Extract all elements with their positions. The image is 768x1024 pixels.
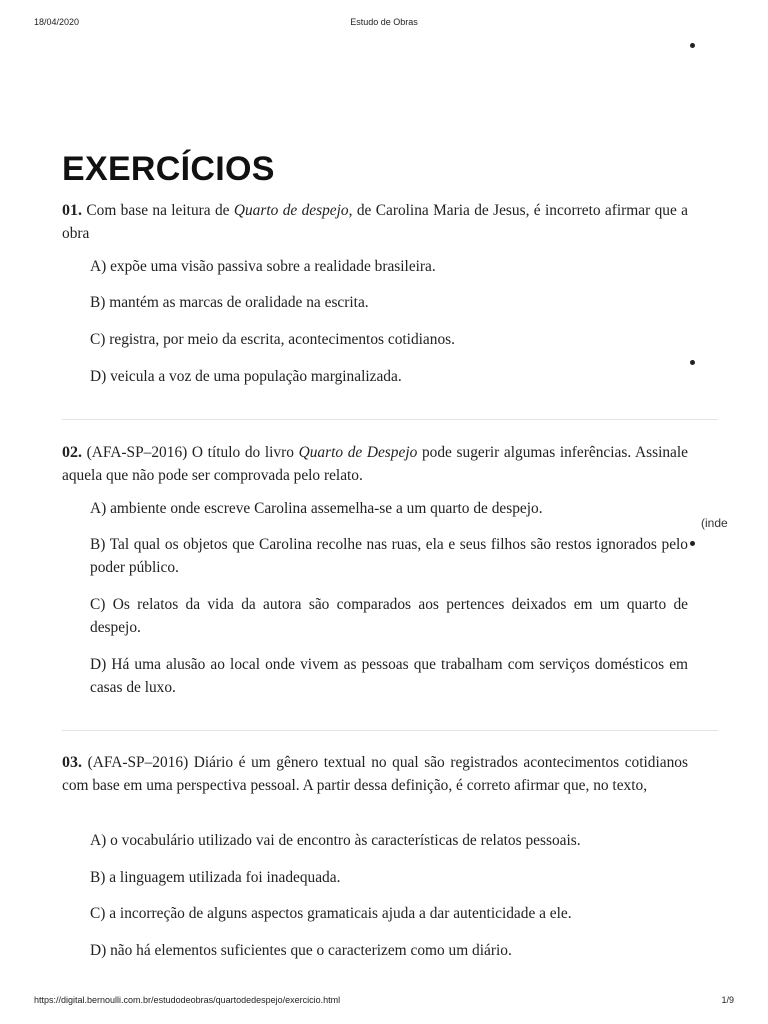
question-divider [62,419,718,420]
question-2 [62,441,688,696]
side-bullet [690,541,695,546]
side-nav-text: (inde [701,516,728,530]
print-page-title: Estudo de Obras [350,17,418,27]
answer-option: B) Tal qual os objetos que Carolina recolhe nas ruas, ela e seus filhos são restos ignorados pelo poder público. [90,536,688,576]
book-title: Quarto de despejo [233,202,349,219]
answer-option: A) expõe uma visão passiva sobre a realidade brasileira. [90,258,436,275]
answer-option: C) Os relatos da vida da autora são comparados aos pertences deixados em um quarto de despejo. [90,596,688,636]
answer-option: B) a linguagem utilizada foi inadequada. [90,869,341,886]
side-bullet [690,43,695,48]
stem-text: Com base na leitura de [86,202,234,219]
question-number: 02. [62,444,82,461]
answer-option: C) a incorreção de alguns aspectos gramaticais ajuda a dar autenticidade a ele. [90,905,572,922]
answer-option: B) mantém as marcas de oralidade na escrita. [90,294,369,311]
stem-text: (AFA-SP–2016) Diário é um gênero textual no qual são registrados acontecimentos cotidianos com base em uma perspectiva pessoal. A partir dessa definição, é correto afirmar que, no texto, [62,754,688,794]
question-stem [62,199,688,245]
question-number: 01. [62,202,82,219]
stem-text: pode sugerir algumas inferências. Assinale aquela que não pode ser comprovada pelo relato. [62,444,688,484]
stem-text: , de Carolina Maria de Jesus, é incorreto afirmar que a obra [62,202,688,242]
answer-option: C) registra, por meio da escrita, acontecimentos cotidianos. [90,331,455,348]
answer-option: D) veicula a voz de uma população marginalizada. [90,368,402,385]
side-bullet [690,360,695,365]
question-divider [62,730,718,731]
print-date: 18/04/2020 [34,17,80,27]
print-url: https://digital.bernoulli.com.br/estudodeobras/quartodedespejo/exercicio.html [34,995,341,1005]
book-title: Quarto de Despejo [298,444,418,461]
stem-text: (AFA-SP–2016) O título do livro [86,444,299,461]
answer-option: A) o vocabulário utilizado vai de encontro às características de relatos pessoais. [90,832,581,849]
answer-option: D) Há uma alusão ao local onde vivem as pessoas que trabalham com serviços domésticos em casas de luxo. [90,656,688,696]
print-page-number: 1/9 [721,995,734,1005]
section-heading: EXERCÍCIOS [62,150,275,188]
answer-option: A) ambiente onde escreve Carolina assemelha-se a um quarto de despejo. [90,500,543,517]
question-1 [62,199,688,385]
question-3 [62,751,688,959]
question-stem [62,751,688,797]
question-number: 03. [62,754,82,771]
question-stem [62,441,688,487]
answer-option: D) não há elementos suficientes que o caracterizem como um diário. [90,942,512,959]
